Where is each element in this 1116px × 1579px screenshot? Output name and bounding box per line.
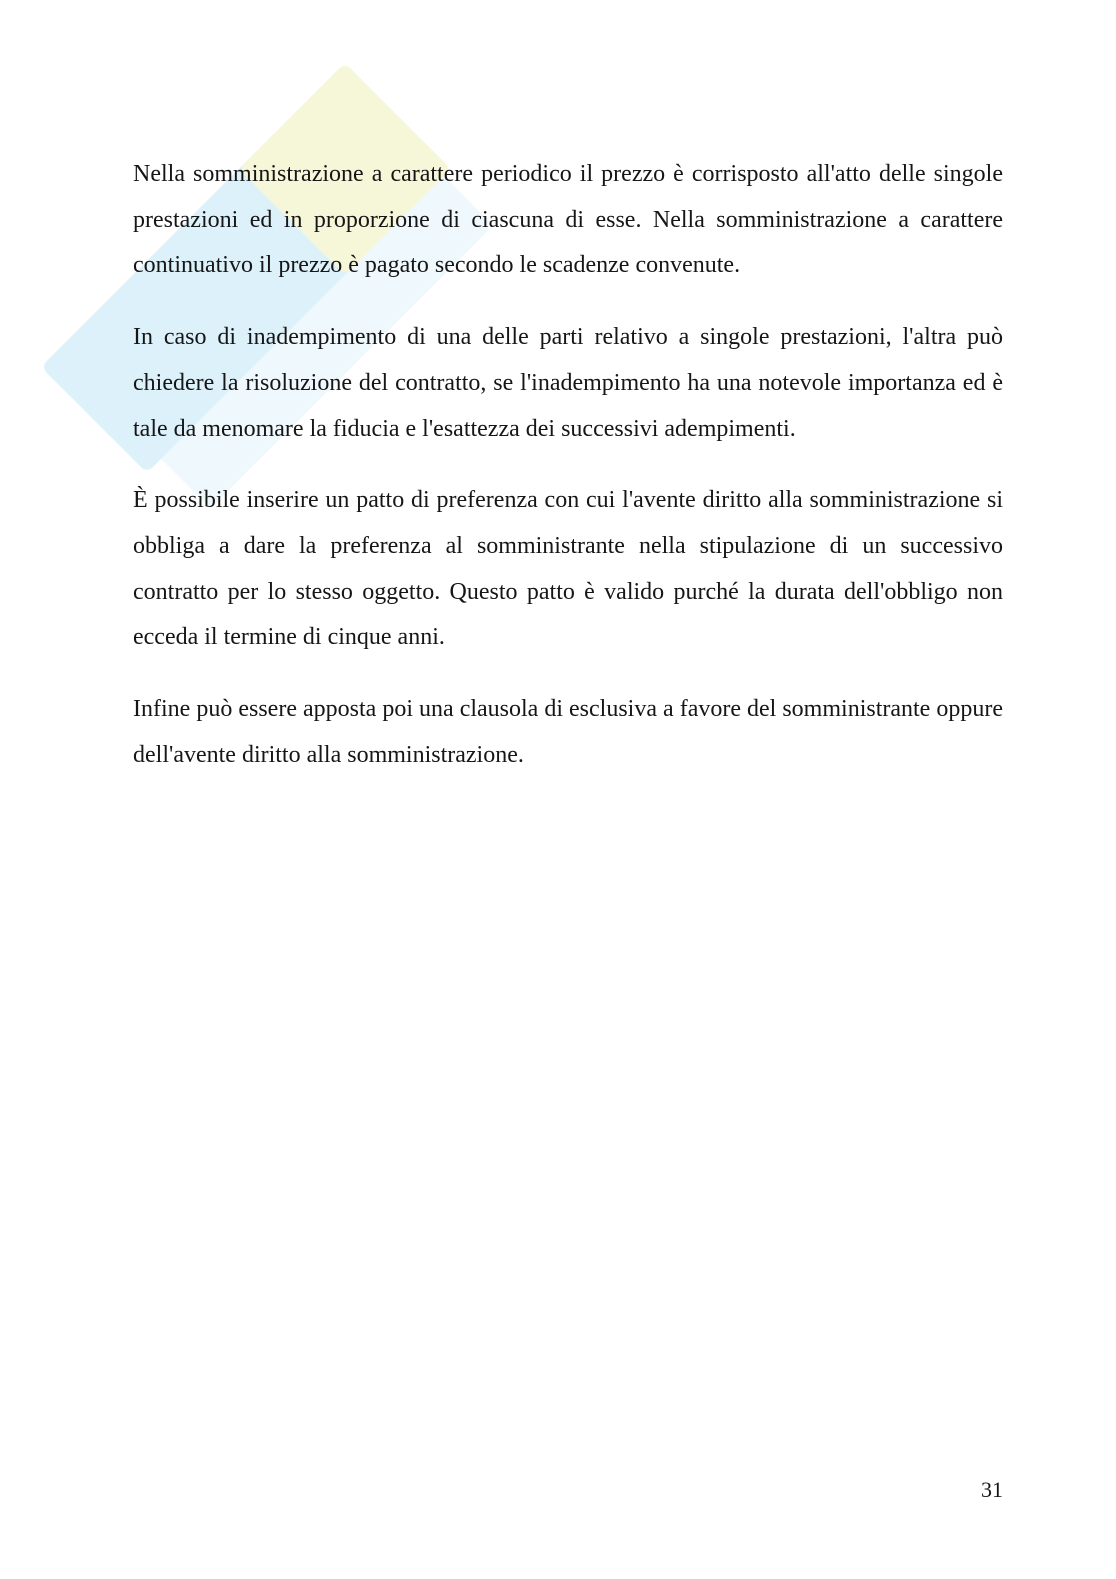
page-number: 31 <box>981 1477 1003 1502</box>
document-body <box>133 152 1003 804</box>
paragraph-4: Infine può essere apposta poi una clausola di esclusiva a favore del somministrante oppure dell'avente diritto alla somministrazione. <box>133 696 1003 768</box>
paragraph-3: È possibile inserire un patto di preferenza con cui l'avente diritto alla somministrazione si obbliga a dare la preferenza al somministrante nella stipulazione di un successivo contratto per lo stesso oggetto. Questo patto è valido purché la durata dell'obbligo non ecceda il termine di cinque anni. <box>133 487 1003 651</box>
paragraph-1: Nella somministrazione a carattere periodico il prezzo è corrisposto all'atto delle singole prestazioni ed in proporzione di ciascuna di esse. Nella somministrazione a carattere continuativo il prezzo è pagato secondo le scadenze convenute. <box>133 161 1003 279</box>
paragraph-2: In caso di inadempimento di una delle parti relativo a singole prestazioni, l'altra può chiedere la risoluzione del contratto, se l'inadempimento ha una notevole importanza ed è tale da menomare la fiducia e l'esattezza dei successivi adempimenti. <box>133 324 1003 442</box>
